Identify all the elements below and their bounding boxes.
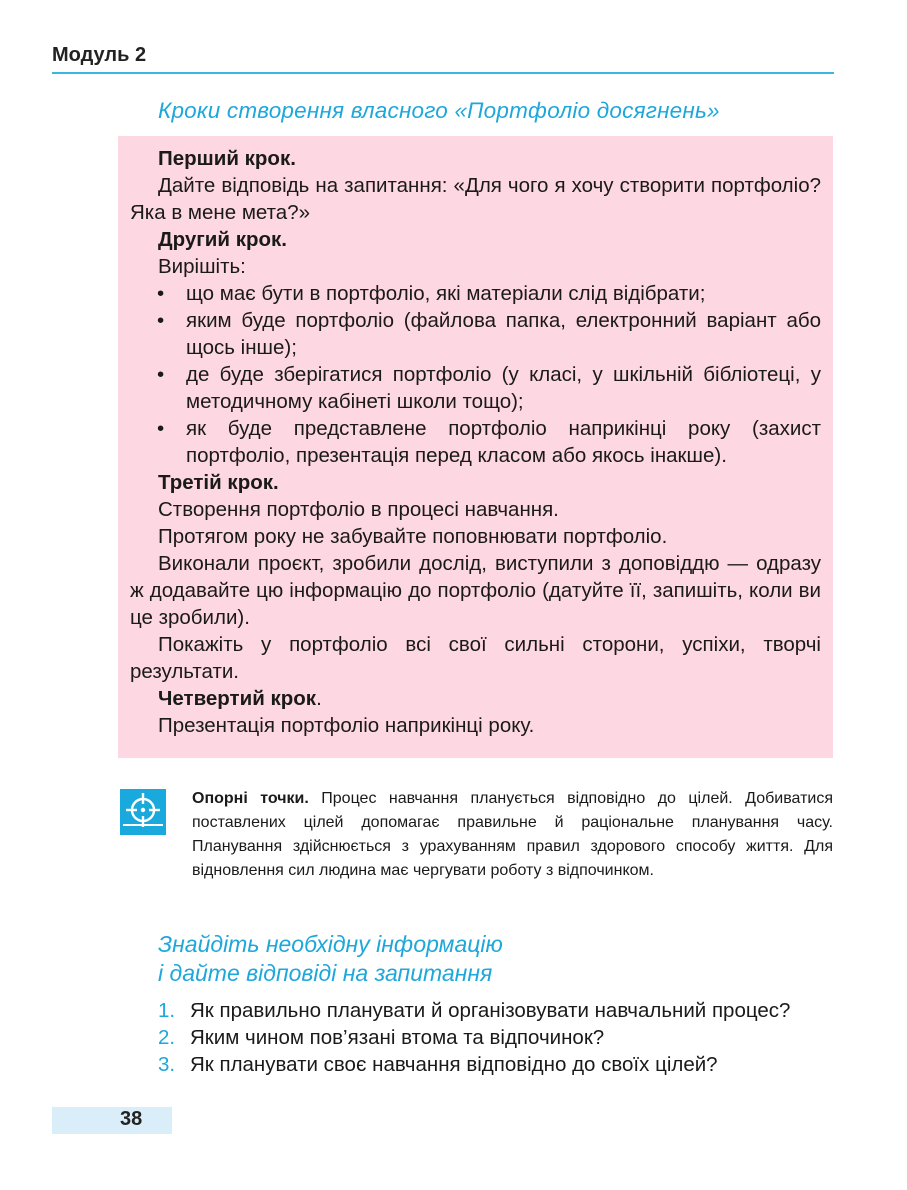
step4-text: Презентація портфоліо наприкінці року.: [158, 714, 535, 737]
step1-title: Перший крок.: [158, 147, 296, 170]
question-number: 2.: [158, 1026, 176, 1049]
question-text: Яким чином пов’язані втома та відпочинок?: [190, 1026, 605, 1049]
step3-paragraph-1: Створення портфоліо в процесі навчання.: [158, 498, 559, 521]
target-crosshair-icon: [120, 789, 166, 835]
questions-title-line-1: Знайдіть необхідну інформацію: [158, 931, 503, 957]
list-item-text: де буде зберігатися портфоліо (у класі, у шкільній бібліотеці, у методичному кабінеті школи тощо);: [186, 363, 821, 413]
reference-text: Процес навчання планується відповідно до цілей. Добиватися поставлених цілей допомагає правильне й раціональне планування часу. Планування здійснюється з урахуванням правил здорового способу життя. Для відновлення сил людина має чергувати роботу з відпочинком.: [192, 790, 833, 879]
header-rule: [52, 72, 834, 74]
page-number: 38: [120, 1108, 143, 1130]
list-item: [157, 361, 821, 415]
bullet: •: [157, 309, 165, 332]
step3-title: Третій крок.: [158, 471, 279, 494]
section-title: Кроки створення власного «Портфоліо досягнень»: [158, 98, 720, 123]
list-item: [157, 280, 821, 307]
bullet: •: [157, 363, 165, 386]
step4-title-suffix: .: [316, 687, 322, 710]
step2-list: [130, 280, 821, 469]
bullet: •: [157, 417, 165, 440]
list-item-text: як буде представлене портфоліо наприкінці року (захист портфоліо, презентація перед класом або якось інакше).: [186, 417, 821, 467]
step4-title: Четвертий крок: [158, 687, 317, 710]
question-item: [158, 1024, 848, 1051]
question-text: Як правильно планувати й організовувати навчальний процес?: [190, 999, 791, 1022]
reference-points: [192, 787, 833, 883]
questions-title: [158, 930, 503, 988]
question-item: [158, 997, 848, 1024]
steps-box: [118, 136, 833, 758]
question-number: 1.: [158, 999, 176, 1022]
step2-intro: Вирішіть:: [158, 255, 246, 278]
step2-title: Другий крок.: [158, 228, 287, 251]
question-number: 3.: [158, 1053, 176, 1076]
list-item-text: що має бути в портфоліо, які матеріали слід відібрати;: [186, 282, 706, 305]
list-item: [157, 415, 821, 469]
questions-title-line-2: і дайте відповіді на запитання: [158, 960, 493, 986]
bullet: •: [157, 282, 165, 305]
step3-paragraph-2: Протягом року не забувайте поповнювати портфоліо.: [158, 525, 668, 548]
reference-lead: Опорні точки.: [192, 790, 309, 807]
step4-heading: [130, 685, 821, 712]
list-item-text: яким буде портфоліо (файлова папка, електронний варіант або щось інше);: [186, 309, 821, 359]
question-item: [158, 1051, 848, 1078]
questions-list: [158, 997, 848, 1078]
page-number-tab: [52, 1107, 172, 1134]
step3-paragraph-3: Виконали проєкт, зробили дослід, виступили з доповіддю — одразу ж додавайте цю інформацію до портфоліо (датуйте її, запишіть, коли ви це зробили).: [130, 552, 821, 629]
list-item: [157, 307, 821, 361]
module-label: Модуль 2: [52, 44, 147, 66]
step1-text: Дайте відповідь на запитання: «Для чого я хочу створити портфоліо? Яка в мене мета?»: [130, 174, 821, 224]
step3-paragraph-4: Покажіть у портфоліо всі свої сильні сторони, успіхи, творчі результати.: [130, 633, 821, 683]
question-text: Як планувати своє навчання відповідно до своїх цілей?: [190, 1053, 718, 1076]
